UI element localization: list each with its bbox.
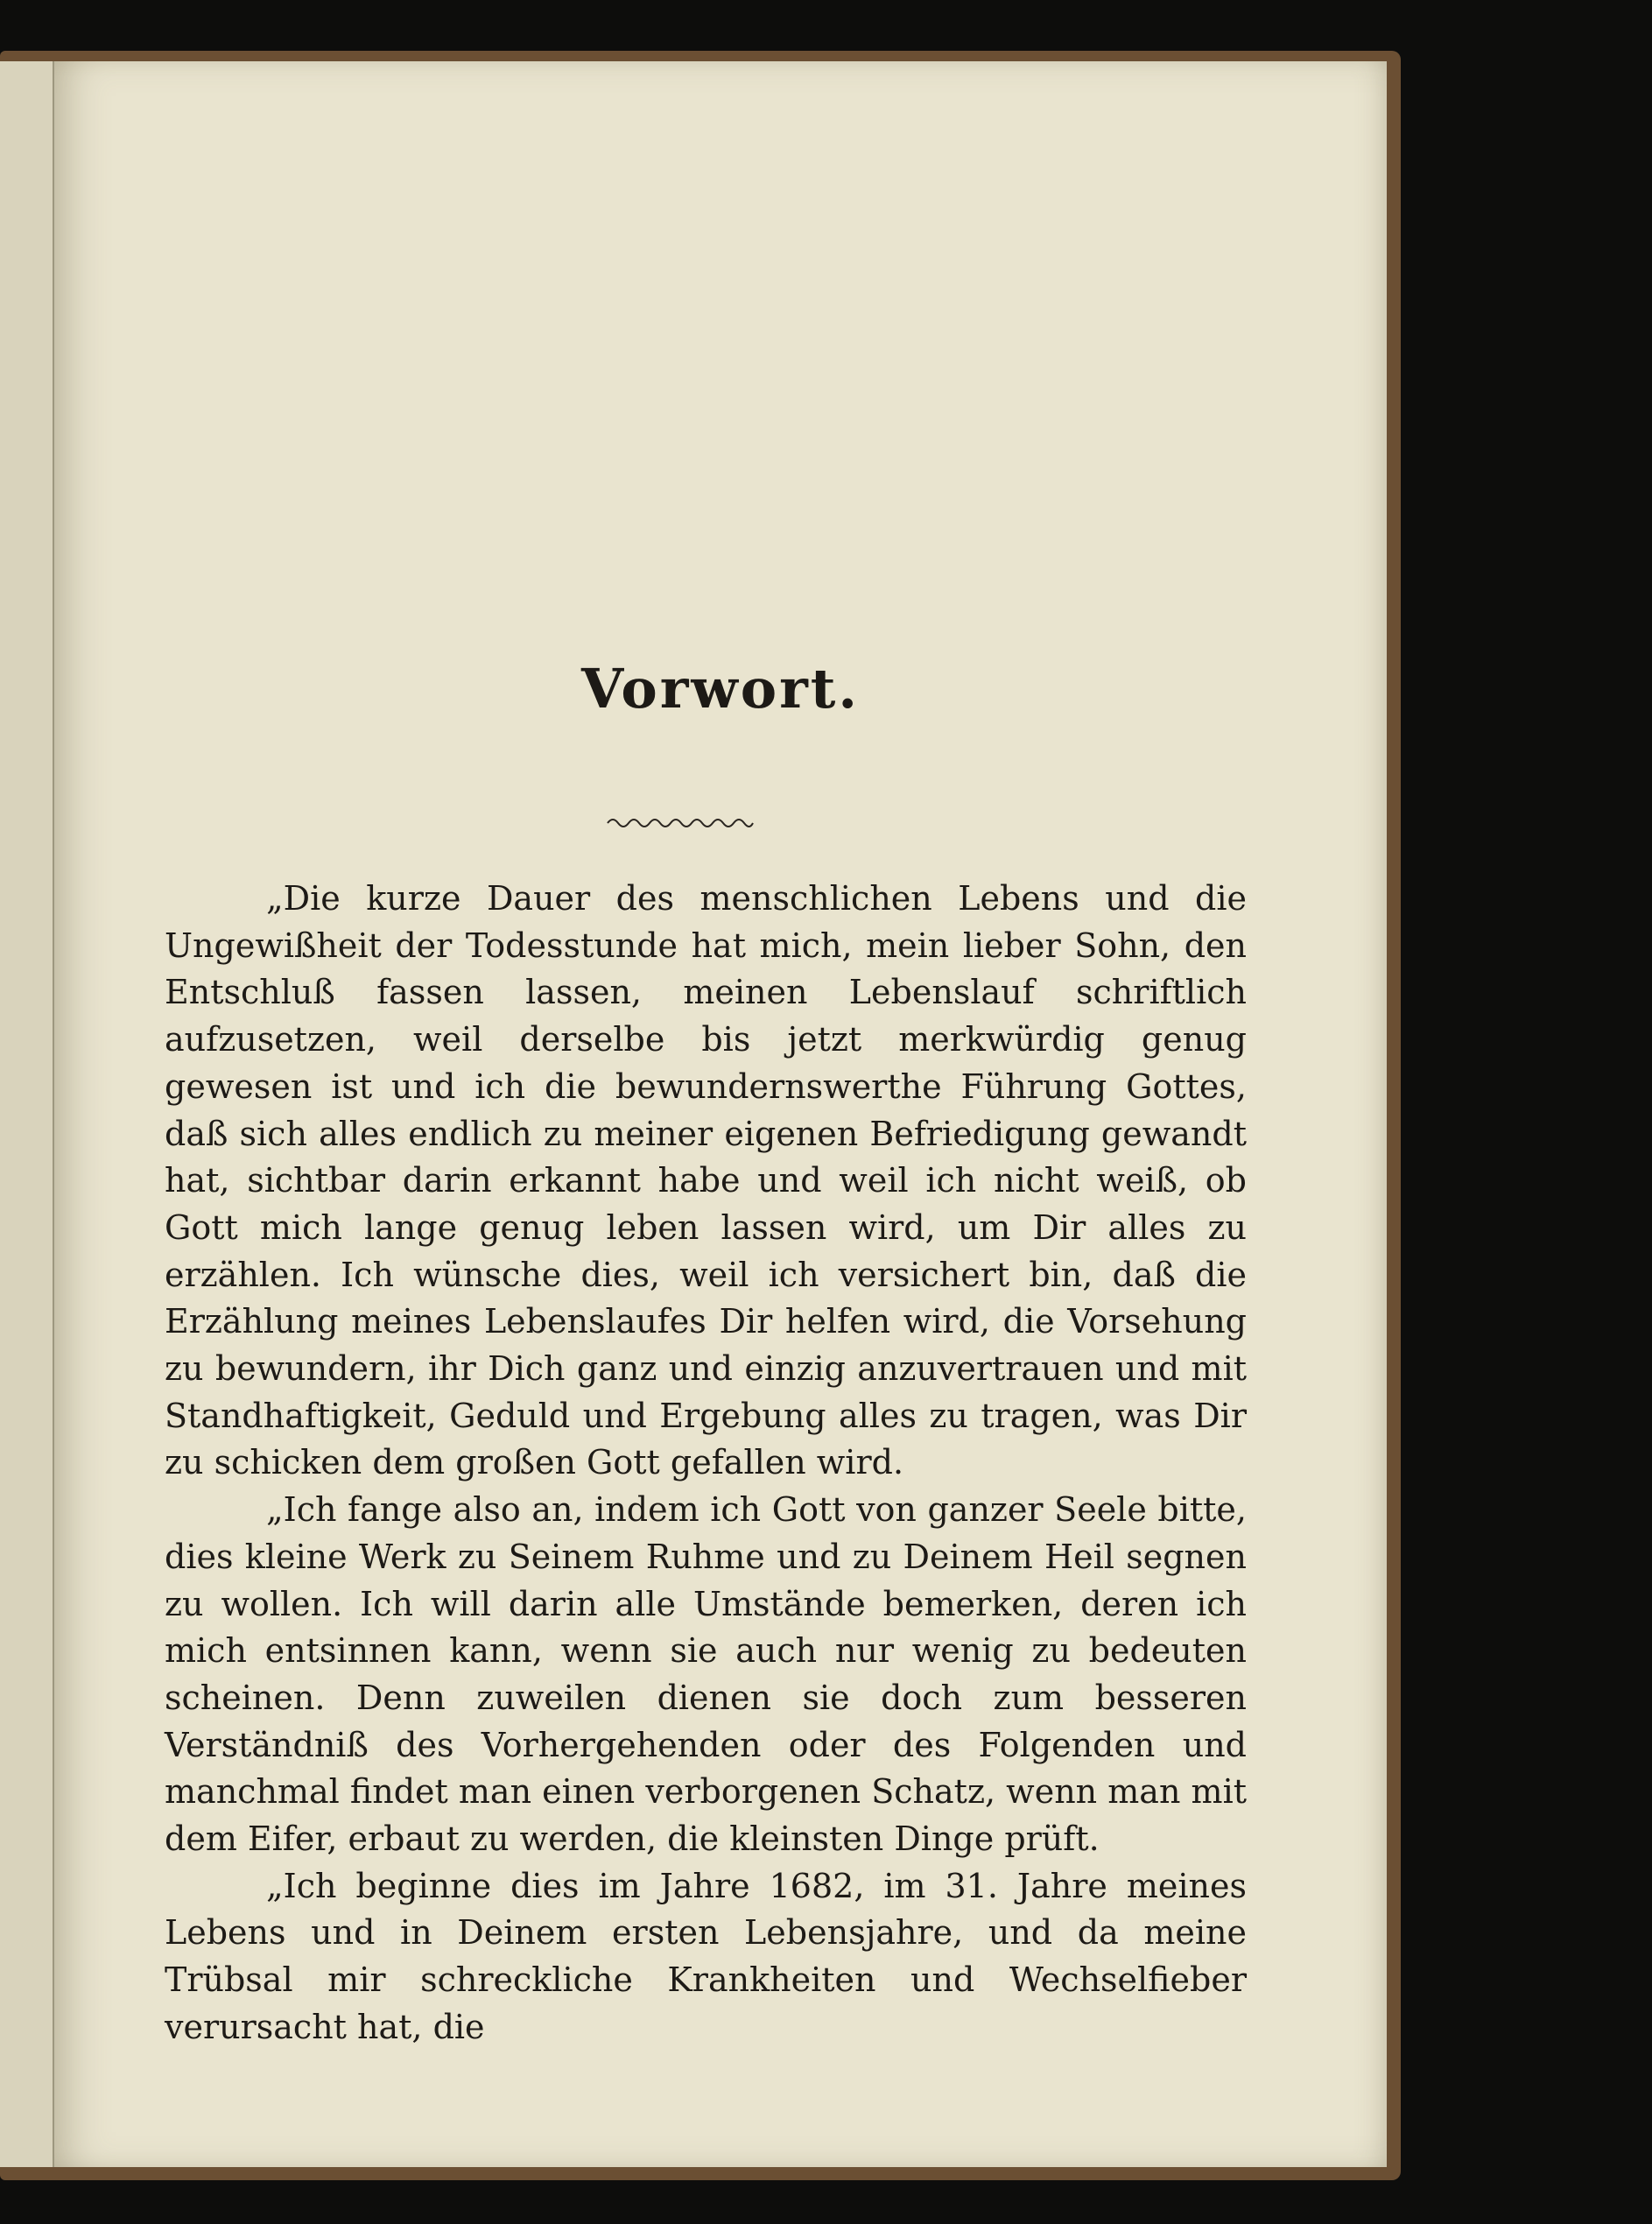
paragraph-2: „Ich fange also an, indem ich Gott von ganzer Seele bitte, dies kleine Werk zu Seinem Ruhme und zu Deinem Heil segnen zu wollen. Ich will darin alle Umstände bemerken, deren ich mich entsinnen kann, wenn sie auch nur wenig zu bedeuten scheinen. Denn zuweilen dienen sie doch zum besseren Verständniß des Vorhergehenden oder des Folgenden und manchmal findet man einen verborgenen Schatz, wenn man mit dem Eifer, erbaut zu werden, die kleinsten Dinge prüft.	[165, 1490, 1247, 1859]
paragraph-1: „Die kurze Dauer des menschlichen Lebens und die Ungewißheit der Todesstunde hat mich, mein lieber Sohn, den Entschluß fassen lassen, meinen Lebenslauf schriftlich aufzusetzen, weil derselbe bis jetzt merkwürdig genug gewesen ist und ich die bewundernswerthe Führung Gottes, daß sich alles endlich zu meiner eigenen Befriedigung gewandt hat, sichtbar darin erkannt habe und weil ich nicht weiß, ob Gott mich lange genug leben lassen wird, um Dir alles zu erzählen. Ich wünsche dies, weil ich versichert bin, daß die Erzählung meines Lebenslaufes Dir helfen wird, die Vorsehung zu bewundern, ihr Dich ganz und einzig anzuvertrauen und mit Standhaftigkeit, Geduld und Ergebung alles zu tragen, was Dir zu schicken dem großen Gott gefallen wird.	[165, 879, 1247, 1482]
left-page-edge	[0, 61, 55, 2167]
paragraph-3: „Ich beginne dies im Jahre 1682, im 31. Jahre meines Lebens und in Deinem ersten Lebensjahre, und da meine Trübsal mir schreckliche Krankheiten und Wechselfieber verursacht hat, die	[165, 1866, 1247, 2046]
body-text	[165, 876, 1247, 2052]
page-heading: Vorwort.	[580, 657, 861, 721]
ornament-divider	[606, 813, 755, 834]
book-page	[54, 61, 1387, 2167]
